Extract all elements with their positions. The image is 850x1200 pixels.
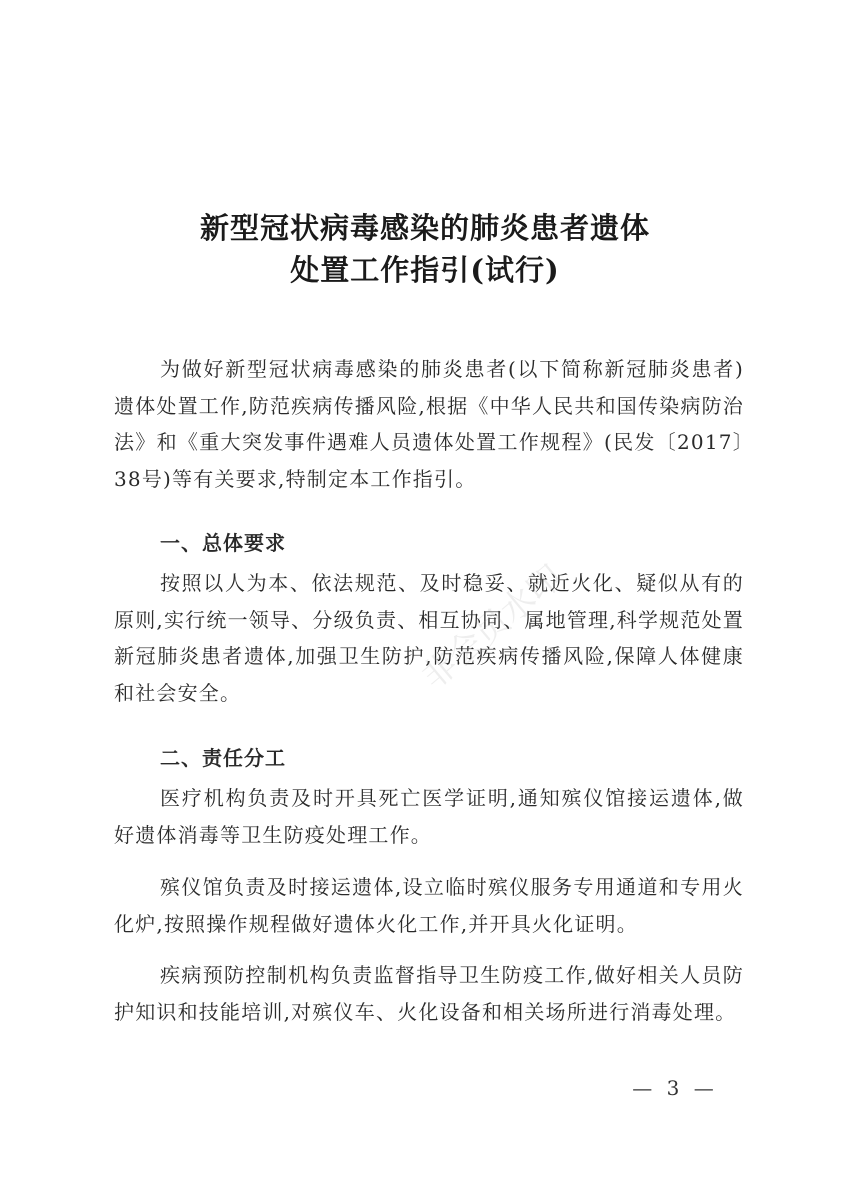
section-2-heading: 二、责任分工 [160,746,286,770]
intro-paragraph: 为做好新型冠状病毒感染的肺炎患者(以下简称新冠肺炎患者)遗体处置工作,防范疾病传播风险,根据《中华人民共和国传染病防治法》和《重大突发事件遇难人员遗体处置工作规程》(民发〔2017〕38号)等有关要求,特制定本工作指引。 [114,357,744,491]
document-title-line-1: 新型冠状病毒感染的肺炎患者遗体 [199,211,650,245]
section-2-paragraph-1: 医疗机构负责及时开具死亡医学证明,通知殡仪馆接运遗体,做好遗体消毒等卫生防疫处理工作。 [114,786,744,847]
document-title-line-2: 处置工作指引(试行) [290,253,560,287]
watermark: 非会员水印 [414,557,571,698]
section-2-paragraph-2: 殡仪馆负责及时接运遗体,设立临时殡仪服务专用通道和专用火化炉,按照操作规程做好遗体火化工作,并开具火化证明。 [114,875,744,936]
page-number: — 3 — [632,1076,718,1100]
section-1-heading: 一、总体要求 [160,531,286,555]
section-2-paragraph-3: 疾病预防控制机构负责监督指导卫生防疫工作,做好相关人员防护知识和技能培训,对殡仪车、火化设备和相关场所进行消毒处理。 [114,963,744,1024]
section-1-paragraph: 按照以人为本、依法规范、及时稳妥、就近火化、疑似从有的原则,实行统一领导、分级负责、相互协同、属地管理,科学规范处置新冠肺炎患者遗体,加强卫生防护,防范疾病传播风险,保障人体健康和社会安全。 [114,571,744,705]
